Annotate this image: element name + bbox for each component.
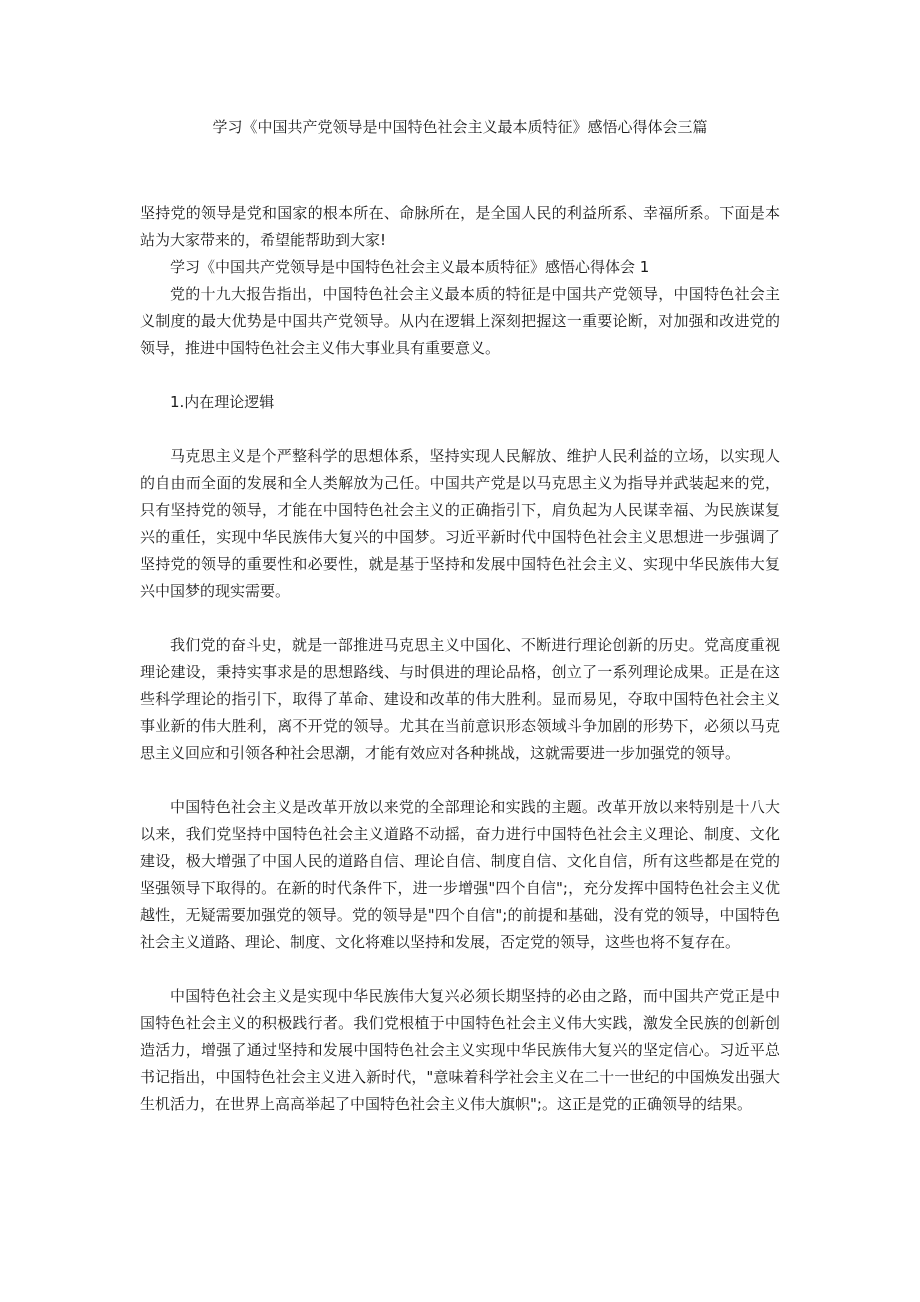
body-paragraph-2: 马克思主义是个严整科学的思想体系，坚持实现人民解放、维护人民利益的立场，以实现人的自由而全面的发展和全人类解放为己任。中国共产党是以马克思主义为指导并武装起来的党，只有坚持党的领导，才能在中国特色社会主义的正确指引下，肩负起为人民谋幸福、为民族谋复兴的重任，实现中华民族伟大复兴的中国梦。习近平新时代中国特色社会主义思想进一步强调了坚持党的领导的重要性和必要性，就是基于坚持和发展中国特色社会主义、实现中华民族伟大复兴中国梦的现实需要。 xyxy=(140,447,780,600)
document-title: 学习《中国共产党领导是中国特色社会主义最本质特征》感悟心得体会三篇 xyxy=(212,118,708,136)
document-body xyxy=(140,200,780,1118)
body-paragraph-4: 中国特色社会主义是改革开放以来党的全部理论和实践的主题。改革开放以来特别是十八大以来，我们党坚持中国特色社会主义道路不动摇，奋力进行中国特色社会主义理论、制度、文化建设，极大增强了中国人民的道路自信、理论自信、制度自信、文化自信，所有这些都是在党的坚强领导下取得的。在新的时代条件下，进一步增强"四个自信";，充分发挥中国特色社会主义优越性，无疑需要加强党的领导。党的领导是"四个自信";的前提和基础，没有党的领导，中国特色社会主义道路、理论、制度、文化将难以坚持和发展，否定党的领导，这些也将不复存在。 xyxy=(140,798,780,951)
section-heading: 1.内在理论逻辑 xyxy=(170,393,275,411)
body-paragraph-1: 党的十九大报告指出，中国特色社会主义最本质的特征是中国共产党领导，中国特色社会主义制度的最大优势是中国共产党领导。从内在逻辑上深刻把握这一重要论断，对加强和改进党的领导，推进中国特色社会主义伟大事业具有重要意义。 xyxy=(140,285,780,357)
body-paragraph-3: 我们党的奋斗史，就是一部推进马克思主义中国化、不断进行理论创新的历史。党高度重视理论建设，秉持实事求是的思想路线、与时俱进的理论品格，创立了一系列理论成果。正是在这些科学理论的指引下，取得了革命、建设和改革的伟大胜利。显而易见，夺取中国特色社会主义事业新的伟大胜利，离不开党的领导。尤其在当前意识形态领域斗争加剧的形势下，必须以马克思主义回应和引领各种社会思潮，才能有效应对各种挑战，这就需要进一步加强党的领导。 xyxy=(140,636,780,762)
body-paragraph-5: 中国特色社会主义是实现中华民族伟大复兴必须长期坚持的必由之路，而中国共产党正是中国特色社会主义的积极践行者。我们党根植于中国特色社会主义伟大实践，激发全民族的创新创造活力，增强了通过坚持和发展中国特色社会主义实现中华民族伟大复兴的坚定信心。习近平总书记指出，中国特色社会主义进入新时代，"意味着科学社会主义在二十一世纪的中国焕发出强大生机活力，在世界上高高举起了中国特色社会主义伟大旗帜";。这正是党的正确领导的结果。 xyxy=(140,987,780,1113)
intro-paragraph: 坚持党的领导是党和国家的根本所在、命脉所在，是全国人民的利益所系、幸福所系。下面是本站为大家带来的，希望能帮助到大家! xyxy=(140,204,780,249)
article-subtitle: 学习《中国共产党领导是中国特色社会主义最本质特征》感悟心得体会 1 xyxy=(170,258,650,276)
